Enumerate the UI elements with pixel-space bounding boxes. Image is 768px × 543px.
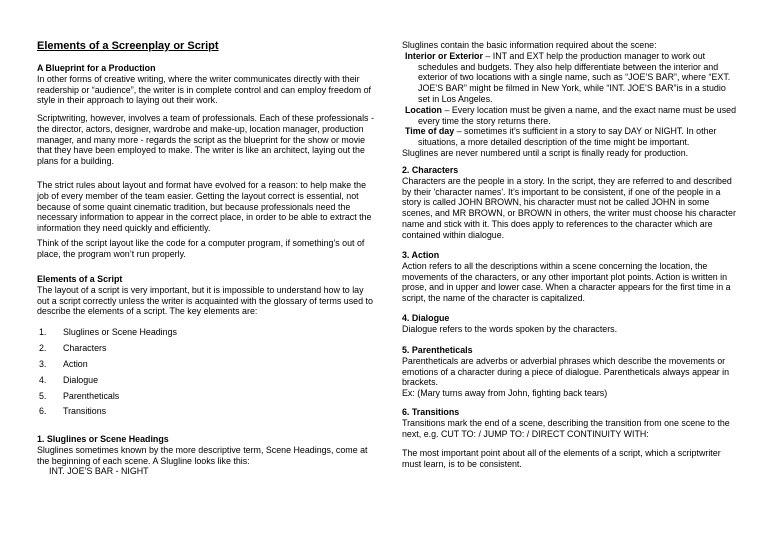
list-item-number: 5. [39,391,47,401]
dialogue-paragraph: Dialogue refers to the words spoken by the characters. [402,323,618,334]
blueprint-paragraph-3: The strict rules about layout and format have evolved for a reason: to help make the job of every member of the team easier. Getting the layout correct is essential, not because of some quaint cinematic tradition, but because professionals need the necessary information to appear in the correct place, in order to be able to extract the information they need quickly and efficiently. [37,180,372,234]
transitions-paragraph: Transitions mark the end of a scene, describing the transition from one scene to the next, e.g. CUT TO: / JUMP TO: / DIRECT CONTINUITY WITH: [402,417,730,439]
blueprint-section [37,63,374,106]
blueprint-paragraph-2: Scriptwriting, however, involves a team of professionals. Each of these professionals - the director, actors, designer, wardrobe and make-up, location manager, production manager, and many more - regards the script as the blueprint for the show or movie that they have been employed to make. The writer is like an architect, laying out the plans for a building. [37,113,374,167]
list-item [39,375,98,386]
blueprint-heading: A Blueprint for a Production [37,63,156,73]
list-item-number: 6. [39,406,47,416]
location-item [402,105,738,127]
elements-section [37,274,374,317]
characters-heading: 2. Characters [402,165,459,175]
elements-paragraph: The layout of a script is very important, but it is impossible to understand how to lay out a script correctly unless the writer is acquainted with the glossary of terms used to describe the elements of a script. The key elements are: [37,284,373,317]
transitions-heading: 6. Transitions [402,407,460,417]
elements-heading: Elements of a Script [37,274,123,284]
transitions-section [402,407,740,439]
parentheticals-paragraph: Parentheticals are adverbs or adverbial phrases which describe the movements or emotions of a character during a piece of dialogue. Parentheticals always appear in brackets. [402,355,730,388]
parentheticals-example: Ex: (Mary turns away from John, fighting back tears) [402,388,608,399]
characters-section [402,165,740,241]
slugline-example: INT. JOE’S BAR - NIGHT [49,466,149,477]
blueprint-paragraph-4: Think of the script layout like the code for a computer program, if something’s out of place, the program won’t run properly. [37,238,365,259]
list-item-label: Sluglines or Scene Headings [63,327,177,337]
characters-paragraph: Characters are the people in a story. In the script, they are referred to and described by their 'character names'. It’s important to be consistent, if one of the people in a story is called JOHN BROWN, his character must not be called JOHN in some scenes, and MR BROWN, or BROWN in others, the writer must choose his character name and stick with it. This does apply to references to the character which are contained within dialogue. [402,175,736,240]
dialogue-heading: 4. Dialogue [402,313,450,323]
sluglines-paragraph: Sluglines sometimes known by the more descriptive term, Scene Headings, come at the beginning of each scene. A Slugline looks like this: [37,444,368,466]
interior-exterior-text: – INT and EXT help the production manager to work out schedules and budgets. They also help differentiate between the interior and exterior of two locations with a single name, such as “JOE’S BAR”, where “EXT. JOE’S BAR” might be filmed in New York, while “INT. JOE’S BAR”is in a studio set in Los Angeles. [418,50,731,104]
action-paragraph: Action refers to all the descriptions within a scene concerning the location, the movements of the characters, or any other important plot points. Action is written in prose, and in upper and lower case. When a character appears for the first time in a script, the name of the character is capitalized. [402,260,731,304]
sluglines-heading: 1. Sluglines or Scene Headings [37,434,169,444]
dialogue-section [402,313,740,335]
slugline-info-section [402,40,738,159]
time-of-day-item [402,126,738,148]
list-item [39,359,88,370]
list-item-label: Characters [63,343,107,353]
location-text: – Every location must be given a name, and the exact name must be used every time the story returns there. [418,104,737,126]
closing-paragraph: The most important point about all of the elements of a script, which a scriptwriter must learn, is to be consistent. [402,448,721,469]
list-item [39,391,119,402]
parentheticals-heading: 5. Parentheticals [402,345,473,355]
list-item-label: Action [63,359,88,369]
interior-exterior-item [402,51,738,105]
list-item-label: Parentheticals [63,391,120,401]
list-item [39,327,177,338]
list-item [39,406,106,417]
document-title: Elements of a Screenplay or Script [37,40,219,52]
time-of-day-text: – sometimes it’s sufficient in a story to say DAY or NIGHT. In other situations, a more detailed description of the time might be important. [418,126,717,148]
time-of-day-term: Time of day [405,126,455,137]
action-section [402,250,740,304]
list-item-label: Dialogue [63,375,99,385]
location-term: Location [405,104,442,115]
list-item-number: 2. [39,343,47,353]
slugline-closing: Sluglines are never numbered until a script is finally ready for production. [402,147,689,158]
parentheticals-section [402,345,740,399]
blueprint-paragraph-1: In other forms of creative writing, where the writer communicates directly with their readership or “audience”, the writer is in complete control and can employ freedom of style in their approach to laying out their work. [37,73,371,106]
list-item-label: Transitions [63,406,107,416]
interior-exterior-term: Interior or Exterior [405,50,483,61]
list-item [39,343,106,354]
action-heading: 3. Action [402,250,440,260]
list-item-number: 3. [39,359,47,369]
sluglines-section [37,434,374,477]
list-item-number: 4. [39,375,47,385]
slugline-intro: Sluglines contain the basic information required about the scene: [402,40,657,50]
list-item-number: 1. [39,327,47,337]
